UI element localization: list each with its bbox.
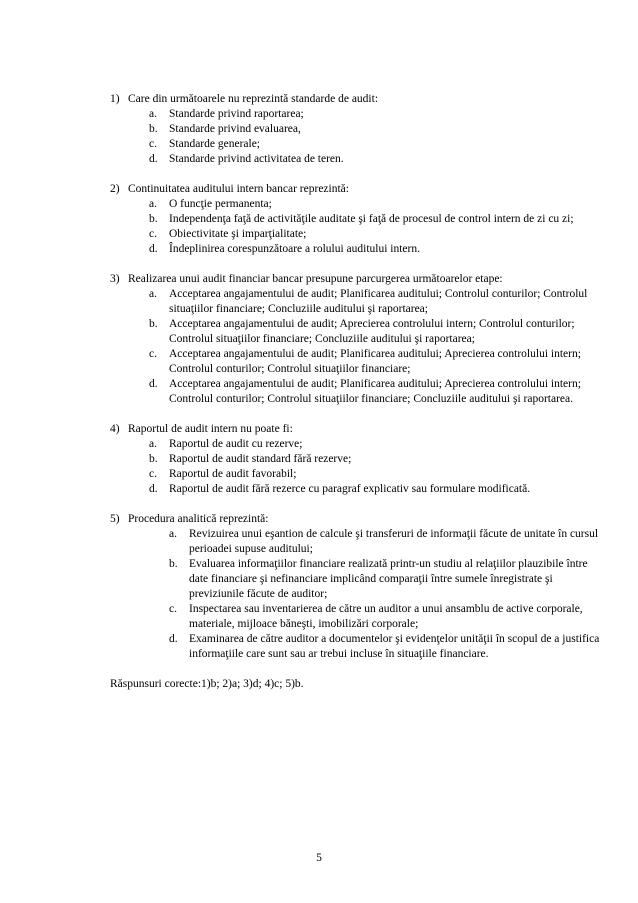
answer-letter: b. (149, 318, 158, 330)
answer-text: Raportul de audit favorabil; (169, 468, 297, 480)
answer-letter: a. (149, 288, 157, 300)
answer-text: Acceptarea angajamentului de audit; Aprecierea controlului intern; Controlul conturilor; Controlul situaţiilor financiare; Concluziile auditului şi raportarea; (169, 318, 575, 345)
answer-item (110, 107, 600, 122)
answer-text: Independenţa faţă de activităţile auditate şi faţă de procesul de control intern de zi cu zi; (169, 213, 574, 225)
page-number: 5 (316, 852, 322, 864)
question-text (110, 182, 600, 197)
question-4 (110, 422, 600, 497)
answer-text: Examinarea de către auditor a documentelor şi evidenţelor unităţii în scopul de a justifica informaţiile care sunt sau ar trebui incluse în situaţiile financiare. (189, 633, 600, 660)
question-number: 3) (110, 273, 120, 285)
answer-item (110, 197, 600, 212)
answer-list (110, 197, 600, 257)
answer-item (110, 437, 600, 452)
answer-letter: a. (169, 528, 177, 540)
question-text (110, 92, 600, 107)
answer-item (110, 152, 600, 167)
answer-text: Raportul de audit standard fără rezerve; (169, 453, 352, 465)
question-text (110, 512, 600, 527)
answer-letter: c. (149, 228, 157, 240)
answer-letter: b. (149, 123, 158, 135)
answer-letter: b. (149, 213, 158, 225)
question-label: Care din următoarele nu reprezintă standarde de audit: (128, 93, 379, 105)
answer-text: Standarde privind evaluarea, (169, 123, 301, 135)
answer-item (110, 317, 600, 347)
answer-text: Raportul de audit fără rezerce cu paragraf explicativ sau formulare modificată. (169, 483, 531, 495)
question-label: Raportul de audit intern nu poate fi: (128, 423, 293, 435)
answer-letter: d. (149, 378, 158, 390)
answer-letter: d. (169, 633, 178, 645)
question-number: 2) (110, 183, 120, 195)
answer-list (110, 107, 600, 167)
answer-item (110, 632, 600, 662)
answer-item (110, 467, 600, 482)
document-page (110, 92, 600, 692)
question-label: Procedura analitică reprezintă: (128, 513, 269, 525)
answer-key: Răspunsuri corecte:1)b; 2)a; 3)d; 4)c; 5)b. (110, 678, 304, 690)
answer-item (110, 557, 600, 602)
answer-item (110, 287, 600, 317)
answer-item (110, 212, 600, 227)
answer-letter: d. (149, 483, 158, 495)
answer-letter: c. (149, 348, 157, 360)
answer-text: Acceptarea angajamentului de audit; Planificarea auditului; Aprecierea controlului intern; Controlul conturilor; Controlul situaţiilor financiare; (169, 348, 581, 375)
answer-text: Acceptarea angajamentului de audit; Planificarea auditului; Aprecierea controlului intern; Controlul conturilor; Controlul situaţiilor financiare; Concluziile auditului şi raportarea. (169, 378, 581, 405)
answer-item (110, 347, 600, 377)
answer-item (110, 122, 600, 137)
answer-item (110, 482, 600, 497)
answer-item (110, 242, 600, 257)
answer-text: O funcţie permanenta; (169, 198, 272, 210)
answer-item (110, 452, 600, 467)
question-text (110, 422, 600, 437)
question-3 (110, 272, 600, 407)
answer-item (110, 377, 600, 407)
question-1 (110, 92, 600, 167)
question-text (110, 272, 600, 287)
answer-text: Evaluarea informaţiilor financiare realizată printr-un studiu al relaţiilor plauzibile între date financiare şi nefinanciare implicând comparaţii între sumele înregistrate şi previziunile făcute de auditor; (189, 558, 588, 600)
answer-item (110, 227, 600, 242)
answer-letter: a. (149, 438, 157, 450)
answer-letter: d. (149, 243, 158, 255)
question-number: 1) (110, 93, 120, 105)
answer-list (110, 287, 600, 407)
answer-text: Raportul de audit cu rezerve; (169, 438, 303, 450)
answer-letter: c. (149, 468, 157, 480)
answer-letter: c. (169, 603, 177, 615)
answer-item (110, 137, 600, 152)
answer-text: Standarde privind activitatea de teren. (169, 153, 344, 165)
answer-text: Standarde privind raportarea; (169, 108, 304, 120)
answer-list (110, 437, 600, 497)
question-number: 4) (110, 423, 120, 435)
question-5 (110, 512, 600, 662)
answer-text: Îndeplinirea corespunzătoare a rolului auditului intern. (169, 243, 420, 255)
answer-text: Inspectarea sau inventarierea de către un auditor a unui ansamblu de active corporale, materiale, mijloace băneşti, imobilizări corporale; (189, 603, 583, 630)
answer-letter: c. (149, 138, 157, 150)
question-label: Realizarea unui audit financiar bancar presupune parcurgerea următoarelor etape: (128, 273, 503, 285)
answer-list (110, 527, 600, 662)
answer-text: Acceptarea angajamentului de audit; Planificarea auditului; Controlul conturilor; Controlul situaţiilor financiare; Concluziile auditului şi raportarea; (169, 288, 588, 315)
answer-item (110, 527, 600, 557)
question-2 (110, 182, 600, 257)
answer-letter: b. (149, 453, 158, 465)
answer-letter: a. (149, 108, 157, 120)
question-number: 5) (110, 513, 120, 525)
answer-letter: d. (149, 153, 158, 165)
answer-text: Standarde generale; (169, 138, 260, 150)
answer-letter: b. (169, 558, 178, 570)
answer-text: Obiectivitate şi imparţialitate; (169, 228, 307, 240)
question-label: Continuitatea auditului intern bancar reprezintă: (128, 183, 349, 195)
answer-letter: a. (149, 198, 157, 210)
answer-item (110, 602, 600, 632)
answer-text: Revizuirea unui eşantion de calcule şi transferuri de informaţii făcute de unitate în cursul perioadei supuse auditului; (189, 528, 599, 555)
